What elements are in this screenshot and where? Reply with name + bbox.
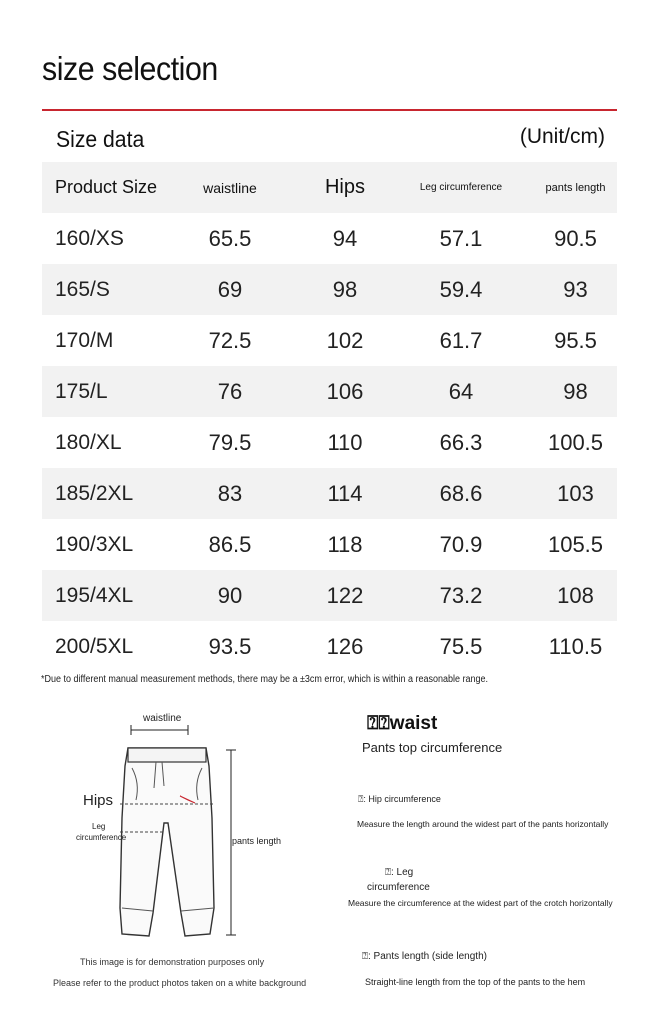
pants-length-label: pants length xyxy=(232,836,282,846)
legend-waist-sub: Pants top circumference xyxy=(362,740,503,755)
size-table xyxy=(42,162,617,672)
cell-waistline: 72.5 xyxy=(208,327,252,353)
header-pants-length: pants length xyxy=(545,181,606,194)
cell-waistline: 86.5 xyxy=(208,531,252,557)
legend-length-title: ⍰: Pants length (side length) xyxy=(362,951,487,962)
leg-label: Leg xyxy=(92,822,106,831)
page-title: size selection xyxy=(42,50,218,87)
cell-hips: 110 xyxy=(327,429,363,455)
legend-length-desc: Straight-line length from the top of the pants to the hem xyxy=(365,977,586,987)
cell-leg-circumference: 66.3 xyxy=(439,429,483,455)
cell-pants-length: 98 xyxy=(563,378,588,404)
table-row xyxy=(42,621,617,672)
legend-leg-desc: Measure the circumference at the widest part of the crotch horizontally xyxy=(348,898,613,908)
cell-hips: 102 xyxy=(326,327,364,353)
cell-leg-circumference: 68.6 xyxy=(439,480,483,506)
header-waistline: waistline xyxy=(203,179,257,196)
cell-hips: 106 xyxy=(326,378,364,404)
cell-waistline: 79.5 xyxy=(208,429,252,455)
pants-diagram xyxy=(60,708,290,948)
cell-leg-circumference: 73.2 xyxy=(439,582,483,608)
cell-pants-length: 90.5 xyxy=(554,225,597,251)
cell-leg-circumference: 70.9 xyxy=(439,531,483,557)
cell-hips: 98 xyxy=(332,276,358,302)
cell-hips: 122 xyxy=(326,582,364,608)
cell-hips: 118 xyxy=(327,531,363,557)
measurement-note: *Due to different manual measurement methods, there may be a ±3cm error, which is within a reasonable range. xyxy=(41,674,489,685)
demo-caption: This image is for demonstration purposes only xyxy=(80,957,265,967)
size-data-heading: Size data xyxy=(56,126,145,152)
table-row xyxy=(42,519,617,570)
unit-label: (Unit/cm) xyxy=(519,125,605,148)
cell-size: 190/3XL xyxy=(55,532,134,556)
cell-size: 195/4XL xyxy=(55,583,134,607)
cell-pants-length: 93 xyxy=(563,276,588,302)
legend-waist-title: ⍰⍰waist xyxy=(367,713,438,734)
cell-waistline: 69 xyxy=(217,276,243,302)
cell-waistline: 83 xyxy=(217,480,243,506)
cell-size: 170/M xyxy=(55,328,114,352)
table-row xyxy=(42,570,617,621)
cell-leg-circumference: 64 xyxy=(448,378,474,404)
legend-hip-desc: Measure the length around the widest part of the pants horizontally xyxy=(357,819,609,829)
photo-caption: Please refer to the product photos taken on a white background xyxy=(53,978,307,988)
waistline-label: waistline xyxy=(143,713,182,724)
cell-waistline: 76 xyxy=(217,378,243,404)
table-row xyxy=(42,213,617,264)
pants-outline xyxy=(120,748,214,936)
table-header-row xyxy=(42,162,617,213)
cell-hips: 94 xyxy=(332,225,358,251)
hips-label: Hips xyxy=(83,792,114,809)
cell-size: 200/5XL xyxy=(55,634,134,658)
header-hips: Hips xyxy=(324,176,365,198)
cell-hips: 114 xyxy=(327,480,363,506)
cell-hips: 126 xyxy=(326,633,364,659)
cell-size: 180/XL xyxy=(55,430,122,454)
cell-pants-length: 95.5 xyxy=(554,327,597,353)
cell-size: 175/L xyxy=(55,379,108,403)
table-row xyxy=(42,315,617,366)
cell-pants-length: 110.5 xyxy=(548,633,603,659)
header-product-size: Product Size xyxy=(55,177,158,197)
table-body xyxy=(42,213,617,672)
circumference-label: circumference xyxy=(76,833,127,842)
legend-leg-title: ⍰: Leg xyxy=(385,867,414,878)
cell-pants-length: 108 xyxy=(557,582,594,608)
legend-hip-title: ⍰: Hip circumference xyxy=(358,794,441,804)
cell-leg-circumference: 59.4 xyxy=(439,276,483,302)
cell-pants-length: 100.5 xyxy=(547,429,604,455)
table-row xyxy=(42,468,617,519)
cell-size: 165/S xyxy=(55,277,110,301)
table-row xyxy=(42,264,617,315)
cell-leg-circumference: 61.7 xyxy=(439,327,483,353)
cell-pants-length: 105.5 xyxy=(547,531,604,557)
cell-waistline: 65.5 xyxy=(208,225,252,251)
header-leg-circumference: Leg circumference xyxy=(419,182,503,193)
cell-pants-length: 103 xyxy=(557,480,594,506)
cell-size: 160/XS xyxy=(55,226,124,250)
table-row xyxy=(42,417,617,468)
table-row xyxy=(42,366,617,417)
cell-leg-circumference: 75.5 xyxy=(439,633,483,659)
cell-leg-circumference: 57.1 xyxy=(439,225,483,251)
cell-waistline: 93.5 xyxy=(208,633,252,659)
cell-waistline: 90 xyxy=(217,582,243,608)
legend-leg-title2: circumference xyxy=(367,882,430,893)
cell-size: 185/2XL xyxy=(55,481,134,505)
title-divider xyxy=(42,109,617,111)
